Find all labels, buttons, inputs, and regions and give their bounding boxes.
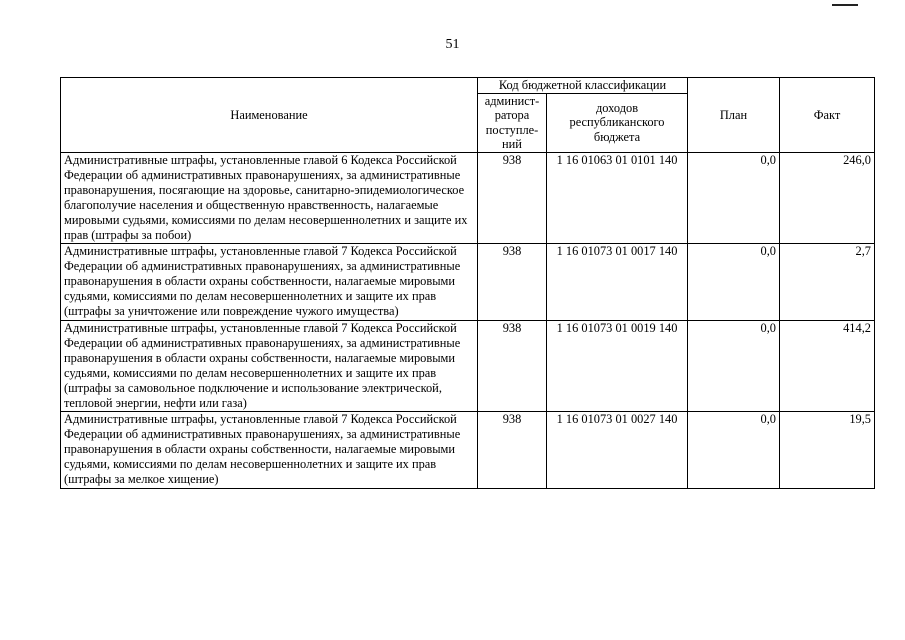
row-name: Административные штрафы, установленные главой 6 Кодекса Российской Федерации об административных правонарушениях, за административные правонарушения, посягающие на здоровье, санитарно-эпидемиологическое благополучие населения и общественную нравственность, налагаемые мировыми судьями, комиссиями по делам несовершеннолетних и защите их прав (штрафы за побои): [61, 152, 478, 244]
table-row: [61, 412, 875, 488]
row-budget-code: 1 16 01073 01 0019 140: [547, 320, 688, 412]
header-fact: Факт: [780, 78, 875, 153]
row-fact: 19,5: [780, 412, 875, 488]
row-plan: 0,0: [688, 320, 780, 412]
row-fact: 414,2: [780, 320, 875, 412]
header-revenue: доходов республиканского бюджета: [547, 93, 688, 152]
row-budget-code: 1 16 01063 01 0101 140: [547, 152, 688, 244]
header-plan: План: [688, 78, 780, 153]
header-admin: админист-ратора поступле-ний: [478, 93, 547, 152]
row-budget-code: 1 16 01073 01 0017 140: [547, 244, 688, 320]
corner-mark: [832, 0, 858, 6]
page-number: 51: [445, 37, 460, 52]
budget-table: [60, 77, 875, 489]
row-name: Административные штрафы, установленные главой 7 Кодекса Российской Федерации об административных правонарушениях, за административные правонарушения в области охраны собственности, налагаемые мировыми судьями, комиссиями по делам несовершеннолетних и защите их прав (штрафы за мелкое хищение): [61, 412, 478, 488]
row-name: Административные штрафы, установленные главой 7 Кодекса Российской Федерации об административных правонарушениях, за административные правонарушения в области охраны собственности, налагаемые мировыми судьями, комиссиями по делам несовершеннолетних и защите их прав (штрафы за самовольное подключение и использование электрической, тепловой энергии, нефти или газа): [61, 320, 478, 412]
table-row: [61, 244, 875, 320]
row-admin-code: 938: [478, 152, 547, 244]
row-plan: 0,0: [688, 412, 780, 488]
table-row: [61, 320, 875, 412]
row-admin-code: 938: [478, 412, 547, 488]
header-budget-code: Код бюджетной классификации: [478, 78, 688, 94]
row-fact: 246,0: [780, 152, 875, 244]
row-admin-code: 938: [478, 244, 547, 320]
header-name: Наименование: [61, 78, 478, 153]
row-plan: 0,0: [688, 152, 780, 244]
row-fact: 2,7: [780, 244, 875, 320]
row-admin-code: 938: [478, 320, 547, 412]
table-row: [61, 152, 875, 244]
row-name: Административные штрафы, установленные главой 7 Кодекса Российской Федерации об административных правонарушениях, за административные правонарушения в области охраны собственности, налагаемые мировыми судьями, комиссиями по делам несовершеннолетних и защите их прав (штрафы за уничтожение или повреждение чужого имущества): [61, 244, 478, 320]
row-budget-code: 1 16 01073 01 0027 140: [547, 412, 688, 488]
row-plan: 0,0: [688, 244, 780, 320]
